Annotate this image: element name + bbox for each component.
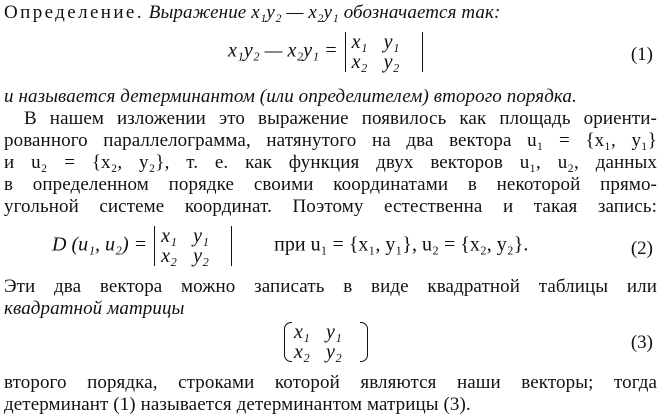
det2-r1c1: x₁ [161,225,178,247]
text-line-5: рованного параллелограмма, натянутого на два вектора u₁ = {x₁, y₁} [4,130,657,151]
det1-r2c2: y₂ [383,51,400,73]
equation-2-number: (2) [630,238,653,259]
text-line-4: В нашем изложении это выражение появилось как площадь ориенти- [24,108,657,129]
mat-r1c2: y₁ [326,321,342,343]
equation-3 [284,322,368,362]
text-line-13: второго порядка, строками которой являются наши векторы; тогда [4,372,657,393]
text-line-11: квадратной матрицы [4,298,185,319]
equation-2-condition: при u₁ = {x₁, y₁}, u₂ = {x₂, y₂}. [274,233,529,256]
matrix-3 [284,322,368,362]
determinant-2 [154,226,232,266]
text-line-6: и u₂ = {x₂, y₂}, т. е. как функция двух векторов u₁, u₂, данных [4,152,657,173]
text-line-3: и называется детерминантом (или определителем) второго порядка. [4,86,577,107]
det2-r2c2: y₂ [193,245,210,267]
det2-r2c1: x₂ [161,245,178,267]
mat-r2c1: x₂ [294,341,310,363]
text-line-10: Эти два вектора можно записать в виде квадратной таблицы или [4,276,657,297]
equation-1-lhs: x₁y₂ — x₂y₁ = [228,39,338,62]
text-line-7: в определенном порядке своими координатами в некоторой прямо- [4,174,657,195]
equation-2-lhs: D (u₁, u₂) = [52,233,148,256]
text-line-14: детерминант (1) называется детерминантом матрицы (3). [4,394,471,415]
det1-r1c2: y₁ [383,31,400,53]
definition-line [4,2,657,24]
determinant-1 [345,32,423,72]
equation-2 [52,226,528,266]
equation-3-number: (3) [630,332,653,353]
definition-heading: Определение. [4,2,144,23]
equation-1-number: (1) [630,44,653,65]
det1-r1c1: x₁ [351,31,368,53]
det2-r1c2: y₁ [193,225,210,247]
det1-r2c1: x₂ [351,51,368,73]
mat-r1c1: x₁ [294,321,310,343]
equation-1 [228,32,425,72]
text-line-8: угольной системе координат. Поэтому естественна и такая запись: [4,196,657,217]
definition-text: Выражение x₁y₂ — x₂y₁ обозначается так: [143,2,501,23]
mat-r2c2: y₂ [326,341,342,363]
